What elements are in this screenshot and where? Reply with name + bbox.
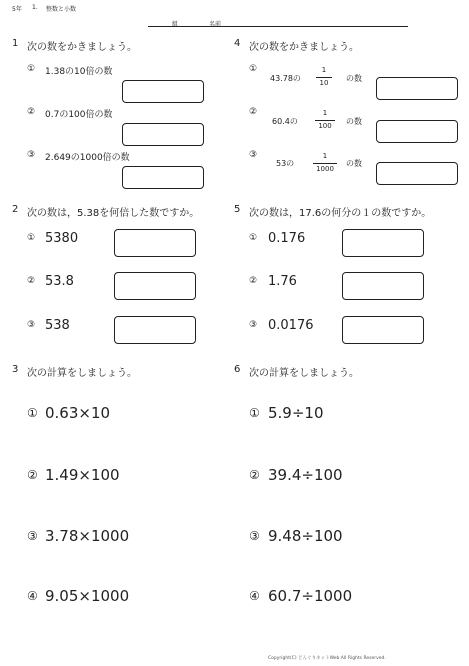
s4-item-1-fraction (316, 66, 332, 88)
s6-item-3-text: 9.48÷100 (268, 527, 343, 545)
s5-item-1-mark: ① (249, 233, 258, 243)
page-title: 整数と小数 (46, 6, 77, 13)
copyright-notice: Copyright(C) どんぐりネットWeb All Rights Reserved. (268, 656, 386, 661)
s2-item-1-mark: ① (27, 233, 36, 243)
grade-label: 5年 (12, 6, 22, 13)
s2-item-2-text: 53.8 (45, 274, 74, 289)
section-1-number: 1 (12, 38, 19, 49)
section-2-number: 2 (12, 204, 19, 215)
s3-item-1-text: 0.63×10 (45, 404, 111, 422)
section-5-title: 次の数は，17.6の何分の１の数ですか。 (249, 208, 432, 219)
s2-answer-box-3[interactable] (114, 316, 196, 344)
s3-item-2-mark: ② (27, 468, 38, 482)
s3-item-3-mark: ③ (27, 529, 38, 543)
s3-item-2-text: 1.49×100 (45, 466, 120, 484)
s3-item-3-text: 3.78×1000 (45, 527, 130, 545)
section-5-number: 5 (234, 204, 241, 215)
fraction-bar (316, 77, 332, 78)
s1-answer-box-1[interactable] (122, 80, 204, 103)
kumi-label: 組 (172, 21, 179, 28)
s4-item-3-denominator: 1000 (316, 165, 334, 173)
name-underline (148, 26, 408, 27)
s4-item-3-mark: ③ (249, 150, 258, 160)
s4-item-2-numerator: 1 (322, 109, 328, 117)
s3-item-1-mark: ① (27, 406, 38, 420)
s4-item-3-numerator: 1 (322, 152, 328, 160)
s1-item-1-text: 1.38の10倍の数 (45, 67, 113, 77)
s4-item-1-post: の数 (346, 74, 362, 83)
s4-answer-box-2[interactable] (376, 120, 458, 143)
s4-item-1-denominator: 10 (319, 79, 329, 87)
s3-item-4-text: 9.05×1000 (45, 587, 130, 605)
fraction-bar (315, 120, 335, 121)
s4-item-1-numerator: 1 (321, 66, 327, 74)
s6-item-4-text: 60.7÷1000 (268, 587, 353, 605)
s2-answer-box-1[interactable] (114, 229, 196, 257)
s1-item-3-text: 2.649の1000倍の数 (45, 153, 130, 163)
s6-item-3-mark: ③ (249, 529, 260, 543)
s4-item-2-pre: 60.4の (272, 117, 298, 126)
s6-item-2-text: 39.4÷100 (268, 466, 343, 484)
s4-item-3-fraction (313, 152, 337, 174)
s5-item-2-mark: ② (249, 276, 258, 286)
s5-answer-box-3[interactable] (342, 316, 424, 344)
s4-item-1-mark: ① (249, 64, 258, 74)
s4-item-2-post: の数 (346, 117, 362, 126)
s2-item-1-text: 5380 (45, 231, 79, 246)
s4-answer-box-3[interactable] (376, 162, 458, 185)
s6-item-1-text: 5.9÷10 (268, 404, 324, 422)
s4-item-2-denominator: 100 (318, 122, 332, 130)
section-3-title: 次の計算をしましょう。 (27, 368, 137, 379)
fraction-bar (313, 163, 337, 164)
s5-answer-box-2[interactable] (342, 272, 424, 300)
s1-item-3-mark: ③ (27, 150, 36, 160)
s4-item-2-mark: ② (249, 107, 258, 117)
section-1-title: 次の数をかきましょう。 (27, 42, 137, 53)
s2-item-3-mark: ③ (27, 320, 36, 330)
unit-number: 1. (32, 4, 38, 11)
s1-item-2-mark: ② (27, 107, 36, 117)
s2-answer-box-2[interactable] (114, 272, 196, 300)
s5-answer-box-1[interactable] (342, 229, 424, 257)
s4-item-3-post: の数 (346, 159, 362, 168)
name-label: 名前 (209, 21, 222, 28)
s4-answer-box-1[interactable] (376, 77, 458, 100)
s1-answer-box-3[interactable] (122, 166, 204, 189)
s6-item-2-mark: ② (249, 468, 260, 482)
section-4-number: 4 (234, 38, 241, 49)
section-4-title: 次の数をかきましょう。 (249, 42, 359, 53)
s1-item-2-text: 0.7の100倍の数 (45, 110, 113, 120)
section-6-number: 6 (234, 364, 241, 375)
s5-item-3-text: 0.0176 (268, 318, 314, 333)
section-2-title: 次の数は，5.38を何倍した数ですか。 (27, 208, 200, 219)
s3-item-4-mark: ④ (27, 589, 38, 603)
section-3-number: 3 (12, 364, 19, 375)
s1-answer-box-2[interactable] (122, 123, 204, 146)
s4-item-3-pre: 53の (276, 159, 295, 168)
s6-item-4-mark: ④ (249, 589, 260, 603)
s5-item-2-text: 1.76 (268, 274, 297, 289)
s2-item-3-text: 538 (45, 318, 70, 333)
s4-item-1-pre: 43.78の (270, 74, 301, 83)
s6-item-1-mark: ① (249, 406, 260, 420)
s4-item-2-fraction (315, 109, 335, 131)
s5-item-1-text: 0.176 (268, 231, 306, 246)
s5-item-3-mark: ③ (249, 320, 258, 330)
section-6-title: 次の計算をしましょう。 (249, 368, 359, 379)
s2-item-2-mark: ② (27, 276, 36, 286)
s1-item-1-mark: ① (27, 64, 36, 74)
